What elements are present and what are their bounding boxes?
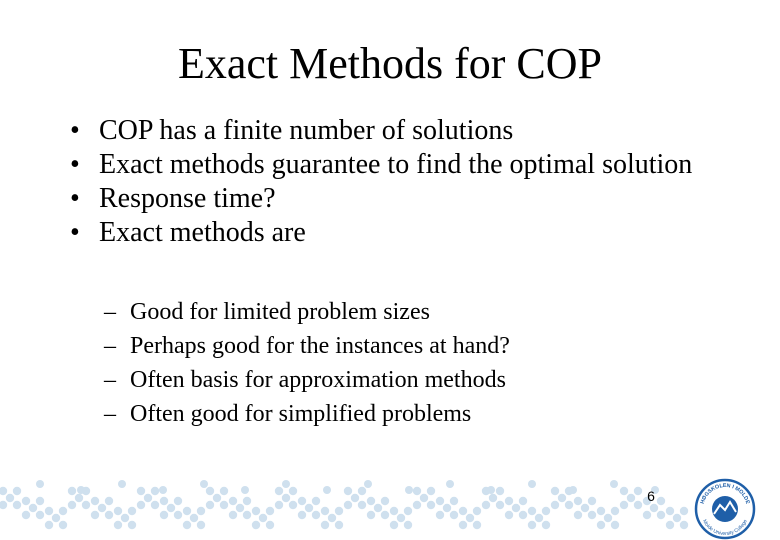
pattern-motif [229, 497, 251, 519]
pattern-motif [597, 507, 619, 529]
pattern-dot [487, 486, 495, 494]
pattern-dot [364, 480, 372, 488]
dash-icon: – [104, 401, 116, 427]
dash-icon: – [104, 299, 116, 325]
pattern-motif [275, 487, 297, 509]
pattern-motif [528, 507, 550, 529]
sub-bullet-item [104, 329, 664, 363]
pattern-dot [77, 486, 85, 494]
decorative-pattern [0, 470, 690, 540]
pattern-motif [574, 497, 596, 519]
sub-bullet-item [104, 363, 664, 397]
sub-bullet-text: Perhaps good for the instances at hand? [130, 333, 510, 359]
pattern-motif [298, 497, 320, 519]
pattern-motif [137, 487, 159, 509]
pattern-motif [160, 497, 182, 519]
pattern-dot [446, 480, 454, 488]
sub-bullet-list [104, 295, 664, 431]
bullet-icon: • [70, 183, 80, 214]
slide-title: Exact Methods for COP [177, 39, 603, 88]
sub-bullet-text: Often basis for approximation methods [130, 367, 506, 393]
sub-bullet-item [104, 295, 664, 329]
sub-bullet-text: Often good for simplified problems [130, 401, 472, 427]
sub-bullet-text: Good for limited problem sizes [130, 299, 430, 325]
pattern-dot [159, 486, 167, 494]
pattern-motif [91, 497, 113, 519]
pattern-dot [282, 480, 290, 488]
bullet-icon: • [70, 217, 80, 248]
pattern-dot [36, 480, 44, 488]
bullet-item [70, 114, 710, 148]
sub-bullet-item [104, 397, 664, 431]
dash-icon: – [104, 367, 116, 393]
pattern-motif [114, 507, 136, 529]
pattern-motif [367, 497, 389, 519]
pattern-motif [666, 507, 688, 529]
bullet-item [70, 182, 710, 216]
logo-text-bottom: Molde University College [701, 518, 749, 538]
pattern-motif [206, 487, 228, 509]
bullet-text: COP has a finite number of solutions [99, 115, 514, 146]
pattern-dot [569, 486, 577, 494]
pattern-motif [45, 507, 67, 529]
pattern-motif [22, 497, 44, 519]
bullet-icon: • [70, 115, 80, 146]
pattern-dot [405, 486, 413, 494]
bullet-item [70, 216, 710, 250]
pattern-motif [344, 487, 366, 509]
logo-text-top: HØGSKOLEN I MOLDE [699, 482, 751, 505]
page-number: 6 [647, 488, 655, 504]
pattern-motif [505, 497, 527, 519]
bullet-text: Exact methods guarantee to find the optimal solution [99, 149, 693, 180]
bullet-item [70, 148, 710, 182]
bullet-icon: • [70, 149, 80, 180]
university-logo [694, 478, 756, 540]
pattern-motif [0, 487, 21, 509]
pattern-motif [390, 507, 412, 529]
pattern-motif [321, 507, 343, 529]
pattern-dot [528, 480, 536, 488]
pattern-motif [183, 507, 205, 529]
bullet-text: Exact methods are [99, 217, 306, 248]
pattern-dot [118, 480, 126, 488]
bullet-text: Response time? [99, 183, 276, 214]
pattern-dot [200, 480, 208, 488]
pattern-dot [323, 486, 331, 494]
bullet-list [70, 114, 710, 250]
pattern-motif [436, 497, 458, 519]
dash-icon: – [104, 333, 116, 359]
pattern-motif [459, 507, 481, 529]
pattern-dot [610, 480, 618, 488]
pattern-motif [413, 487, 435, 509]
pattern-dot [241, 486, 249, 494]
pattern-motif [252, 507, 274, 529]
